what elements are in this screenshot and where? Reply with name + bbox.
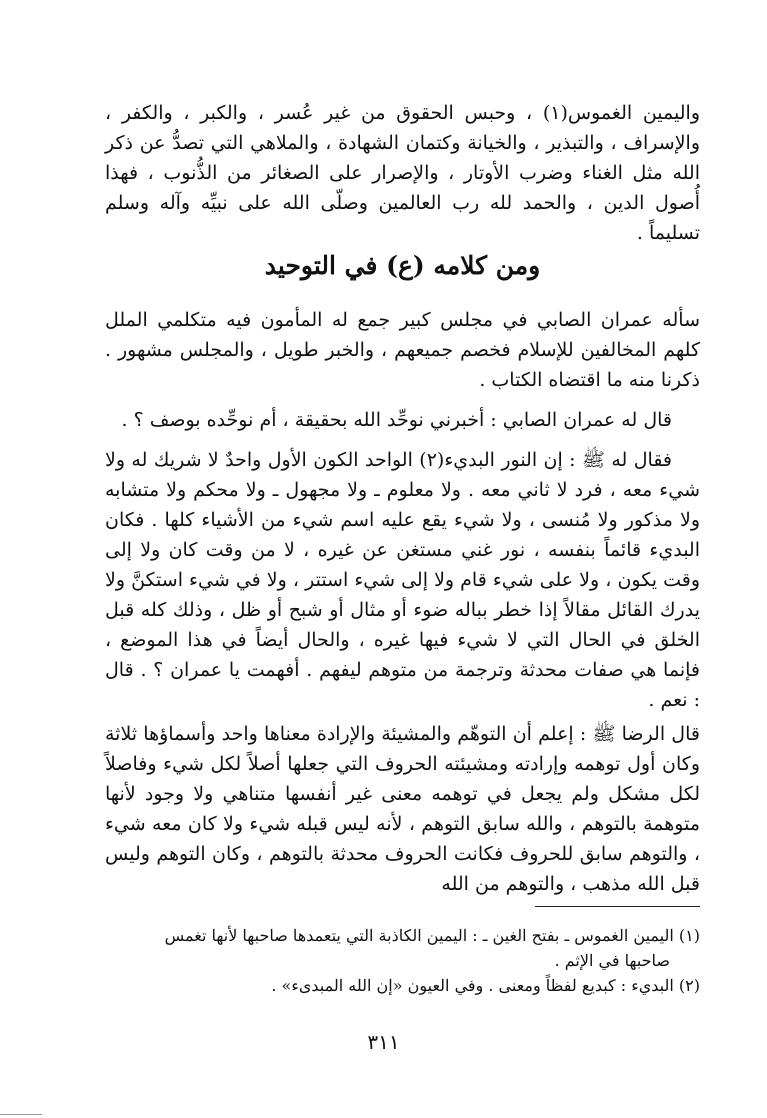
footnote-divider — [535, 906, 700, 907]
main-text-top — [105, 98, 700, 248]
top-paragraph: واليمين الغموس(١) ، وحبس الحقوق من غير عُسر ، والكبر ، والكفر ، والإسراف ، والتبذير ، والخيانة وكتمان الشهادة ، والملاهي التي تصدُّ عن ذكر الله مثل الغناء وضرب الأوتار ، والإصرار على الصغائر من الذُّنوب ، فهذا أُصول الدين ، والحمد لله رب العالمين وصلّى الله على نبيِّه وآله وسلم تسليماً . — [105, 102, 700, 244]
main-text-body — [105, 305, 700, 899]
footnotes — [105, 923, 700, 998]
section-heading: ومن كلامه (ع) في التوحيد — [264, 251, 541, 280]
intro-paragraph: سأله عمران الصابي في مجلس كبير جمع له المأمون فيه متكلمي الملل كلهم المخالفين للإسلام فخصم جميعهم ، والخبر طويل ، والمجلس مشهور . ذكرنا منه ما اقتضاه الكتاب . — [105, 309, 700, 391]
rida-paragraph: قال الرضا ﷺ : إعلم أن التوهّم والمشيئة والإرادة معناها واحد وأسماؤها ثلاثة وكان أول توهمه وإرادته ومشيئته الحروف التي جعلها أصلاً لكل شيء وفاصلاً لكل مشكل ولم يجعل في توهمه معنى غير أنفسها متناهي ولا وجود لأنها متوهمة بالتوهم ، والله سابق التوهم ، لأنه ليس قبله شيء ولا كان معه شيء ، والتوهم سابق للحروف فكانت الحروف محدثة بالتوهم ، وكان التوهم وليس قبل الله مذهب ، والتوهم من الله — [105, 723, 700, 895]
answer-paragraph: فقال له ﷺ : إن النور البديء(٢) الواحد الكون الأول واحدٌ لا شريك له ولا شيء معه ، فرد لا ثاني معه . ولا معلوم ـ ولا مجهول ـ ولا محكم ولا متشابه ولا مذكور ولا مُنسى ، ولا شيء يقع عليه اسم شيء من الأشياء كلها . فكان البديء قائماً بنفسه ، نور غني مستغن عن غيره ، لا من وقت كان ولا إلى وقت يكون ، ولا على شيء قام ولا إلى شيء استتر ، ولا في شيء استكنَّ ولا يدرك القائل مقالاً إذا خطر بباله ضوء أو مثال أو شبح أو ظل ، وذلك كله قبل الخلق في الحال التي لا شيء فيها غيره ، والحال أيضاً في هذا الموضع ، فإنما هي صفات محدثة وترجمة من متوهم ليفهم . أفهمت يا عمران ؟ . قال : نعم . — [105, 449, 701, 711]
page-number: ٣١١ — [367, 1030, 400, 1054]
footnote-2: (٢) البديء : كبديع لفظاً ومعنى . وفي العيون «إن الله المبدىء» . — [271, 976, 700, 995]
question-paragraph: قال له عمران الصابي : أخبرني نوحِّد الله بحقيقة ، أم نوحِّده بوصف ؟ . — [121, 409, 672, 431]
footnote-1-line-1: (١) اليمين الغموس ـ بفتح الغين ـ : اليمين الكاذبة التي يتعمدها صاحبها لأنها تغمس — [164, 926, 700, 945]
footnote-1-line-2: صاحبها في الإثم . — [554, 951, 670, 970]
scan-edge-line — [0, 1114, 42, 1115]
